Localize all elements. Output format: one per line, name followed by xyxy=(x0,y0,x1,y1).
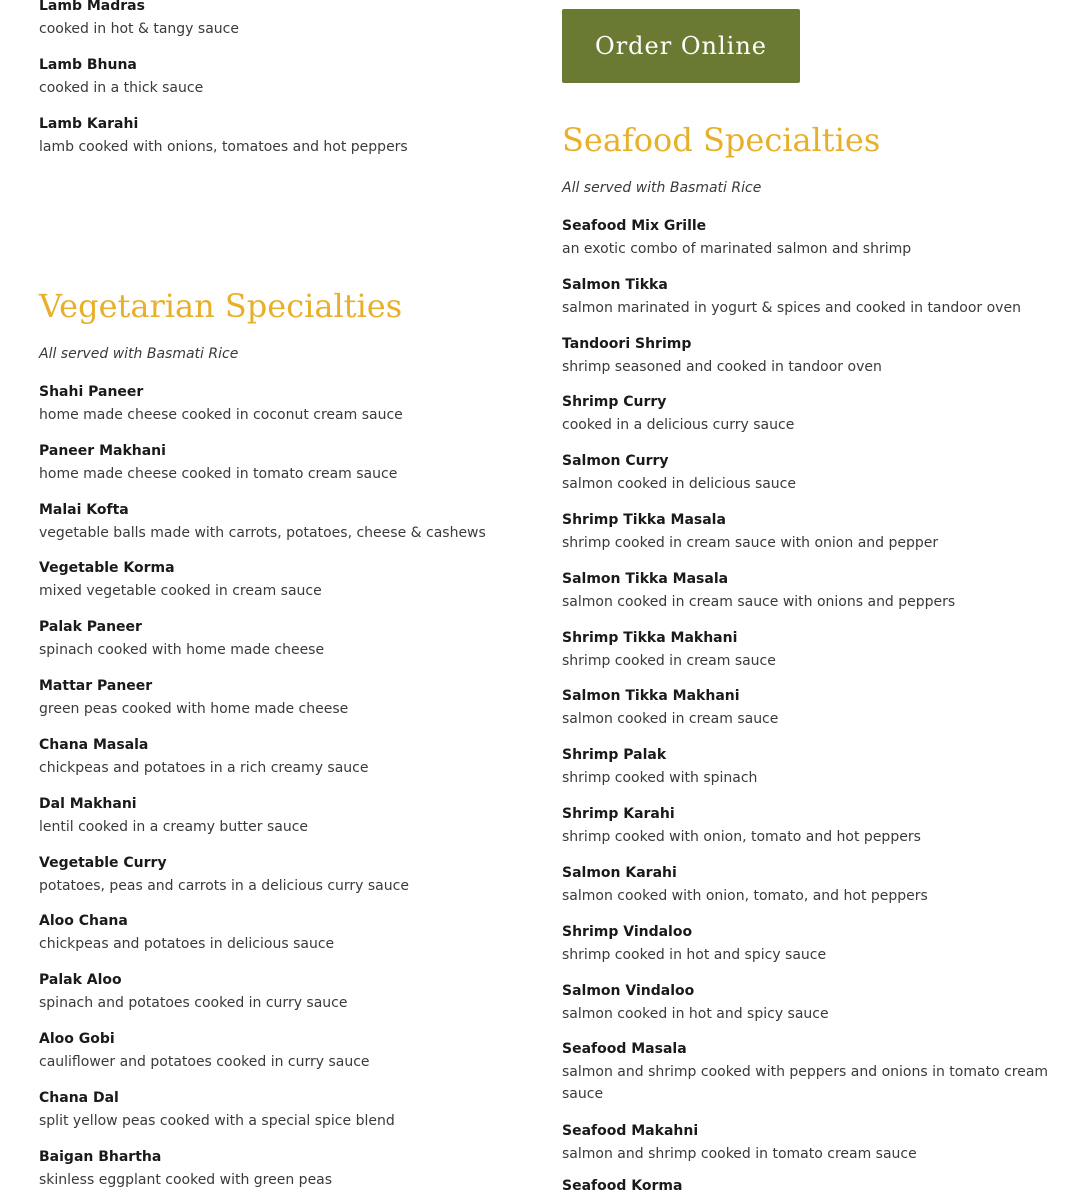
menu-item xyxy=(39,970,539,1014)
menu-item xyxy=(562,863,1052,907)
item-name: Seafood Masala xyxy=(562,1041,687,1057)
menu-item xyxy=(562,804,1052,848)
seafood-section-title: Seafood Specialties xyxy=(562,121,881,159)
item-description: home made cheese cooked in coconut cream sauce xyxy=(39,407,403,423)
item-name: Salmon Tikka xyxy=(562,277,668,293)
menu-item xyxy=(562,451,1052,495)
item-description: salmon marinated in yogurt & spices and cooked in tandoor oven xyxy=(562,300,1021,316)
menu-item xyxy=(39,676,539,720)
menu-item xyxy=(39,1029,539,1073)
menu-item xyxy=(39,0,539,40)
menu-item xyxy=(562,922,1052,966)
item-description: salmon cooked in cream sauce xyxy=(562,711,779,727)
item-description: lamb cooked with onions, tomatoes and hot peppers xyxy=(39,139,408,155)
item-name: Lamb Bhuna xyxy=(39,57,137,73)
item-description: shrimp cooked in hot and spicy sauce xyxy=(562,947,827,963)
menu-item xyxy=(562,981,1052,1025)
menu-item xyxy=(562,334,1052,378)
item-name: Salmon Vindaloo xyxy=(562,983,695,999)
menu-item xyxy=(562,392,1052,436)
menu-item xyxy=(39,55,539,99)
item-name: Shrimp Tikka Makhani xyxy=(562,630,738,646)
menu-item xyxy=(39,794,539,838)
item-name: Lamb Karahi xyxy=(39,116,139,132)
order-online-button[interactable]: Order Online xyxy=(562,9,800,83)
item-description: salmon and shrimp cooked in tomato cream sauce xyxy=(562,1146,917,1162)
item-description: spinach and potatoes cooked in curry sauce xyxy=(39,995,348,1011)
item-name: Salmon Tikka Makhani xyxy=(562,688,740,704)
menu-item xyxy=(562,686,1052,730)
item-name: Shrimp Vindaloo xyxy=(562,924,693,940)
menu-item xyxy=(39,500,539,544)
item-description: cauliflower and potatoes cooked in curry sauce xyxy=(39,1054,370,1070)
menu-item xyxy=(562,569,1052,613)
item-description: skinless eggplant cooked with green peas xyxy=(39,1172,333,1188)
item-name: Lamb Madras xyxy=(39,0,145,14)
menu-item xyxy=(562,1121,1052,1165)
item-description: shrimp cooked with onion, tomato and hot peppers xyxy=(562,829,921,845)
menu-item xyxy=(562,628,1052,672)
item-description: split yellow peas cooked with a special spice blend xyxy=(39,1113,395,1129)
item-name: Palak Aloo xyxy=(39,972,122,988)
menu-item xyxy=(562,510,1052,554)
item-description: chickpeas and potatoes in delicious sauce xyxy=(39,936,335,952)
item-name: Shrimp Karahi xyxy=(562,806,675,822)
menu-item xyxy=(562,216,1052,260)
menu-item xyxy=(39,735,539,779)
item-name: Chana Masala xyxy=(39,737,149,753)
item-name: Shrimp Palak xyxy=(562,747,667,763)
menu-item xyxy=(39,911,539,955)
item-name: Palak Paneer xyxy=(39,619,142,635)
menu-item xyxy=(39,617,539,661)
item-description: salmon and shrimp cooked with peppers and onions in tomato cream sauce xyxy=(562,1064,1049,1102)
item-description: salmon cooked in hot and spicy sauce xyxy=(562,1006,829,1022)
item-description: mixed vegetable cooked in cream sauce xyxy=(39,583,322,599)
item-description: shrimp cooked in cream sauce xyxy=(562,653,776,669)
item-description: home made cheese cooked in tomato cream sauce xyxy=(39,466,398,482)
item-description: potatoes, peas and carrots in a delicious curry sauce xyxy=(39,878,409,894)
item-name: Seafood Mix Grille xyxy=(562,218,707,234)
menu-item xyxy=(39,114,539,158)
item-name: Seafood Makahni xyxy=(562,1123,699,1139)
item-name: Malai Kofta xyxy=(39,502,129,518)
item-description: lentil cooked in a creamy butter sauce xyxy=(39,819,309,835)
item-description: green peas cooked with home made cheese xyxy=(39,701,349,717)
item-description: shrimp cooked in cream sauce with onion and pepper xyxy=(562,535,939,551)
item-name: Shrimp Tikka Masala xyxy=(562,512,726,528)
menu-item xyxy=(562,745,1052,789)
item-description: an exotic combo of marinated salmon and shrimp xyxy=(562,241,912,257)
item-description: spinach cooked with home made cheese xyxy=(39,642,325,658)
item-name: Tandoori Shrimp xyxy=(562,336,692,352)
item-name: Mattar Paneer xyxy=(39,678,153,694)
vegetarian-section-note: All served with Basmati Rice xyxy=(39,346,239,362)
item-name: Dal Makhani xyxy=(39,796,137,812)
menu-item xyxy=(562,1176,1052,1196)
menu-item xyxy=(39,382,539,426)
seafood-section-note: All served with Basmati Rice xyxy=(562,180,762,196)
item-name: Shrimp Curry xyxy=(562,394,667,410)
item-name: Salmon Curry xyxy=(562,453,669,469)
menu-item xyxy=(39,1088,539,1132)
vegetarian-section-title: Vegetarian Specialties xyxy=(39,287,403,325)
item-name: Baigan Bhartha xyxy=(39,1149,162,1165)
item-name: Aloo Chana xyxy=(39,913,128,929)
item-name: Chana Dal xyxy=(39,1090,119,1106)
item-description: shrimp seasoned and cooked in tandoor oven xyxy=(562,359,882,375)
item-name: Vegetable Korma xyxy=(39,560,175,576)
menu-item xyxy=(39,1147,539,1191)
item-description: vegetable balls made with carrots, potatoes, cheese & cashews xyxy=(39,525,486,541)
item-description: salmon cooked in delicious sauce xyxy=(562,476,796,492)
menu-item xyxy=(562,1039,1052,1105)
menu-item xyxy=(562,275,1052,319)
item-name: Aloo Gobi xyxy=(39,1031,115,1047)
item-description: cooked in hot & tangy sauce xyxy=(39,21,239,37)
menu-item xyxy=(39,853,539,897)
menu-item xyxy=(39,441,539,485)
item-description: cooked in a thick sauce xyxy=(39,80,204,96)
item-name: Vegetable Curry xyxy=(39,855,167,871)
item-description: salmon cooked in cream sauce with onions and peppers xyxy=(562,594,956,610)
item-description: chickpeas and potatoes in a rich creamy sauce xyxy=(39,760,369,776)
menu-item xyxy=(39,558,539,602)
item-description: cooked in a delicious curry sauce xyxy=(562,417,795,433)
item-description: shrimp cooked with spinach xyxy=(562,770,758,786)
item-description: salmon cooked with onion, tomato, and hot peppers xyxy=(562,888,928,904)
item-name: Salmon Tikka Masala xyxy=(562,571,729,587)
item-name: Salmon Karahi xyxy=(562,865,677,881)
item-name: Shahi Paneer xyxy=(39,384,144,400)
item-name: Seafood Korma xyxy=(562,1178,683,1194)
item-name: Paneer Makhani xyxy=(39,443,166,459)
